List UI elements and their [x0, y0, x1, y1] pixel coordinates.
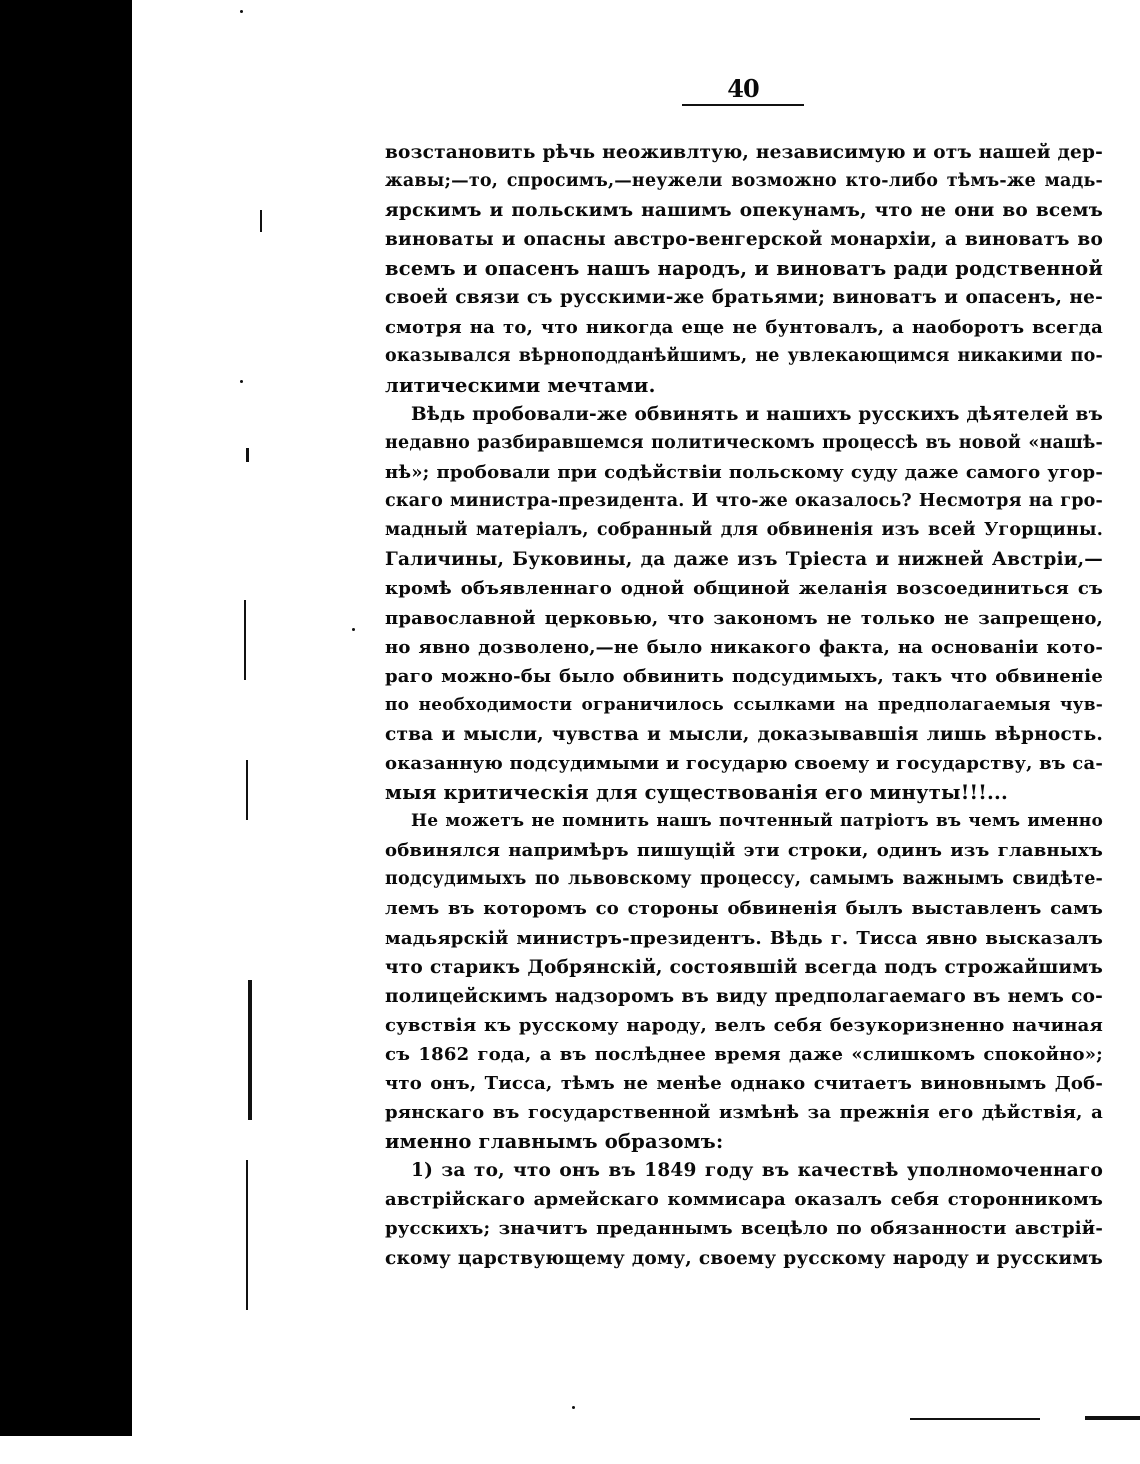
text-line: раго можно-бы было обвинить подсудимыхъ, такъ что обвиненіе	[385, 665, 1103, 687]
text-line: своей связи съ русскими-же братьями; виноватъ и опасенъ, не-	[385, 287, 1103, 309]
text-line: кромѣ объявленнаго одной общиной желанія возсоединиться съ	[385, 578, 1103, 600]
text-line: жавы;—то, спросимъ,—неужели возможно кто-либо тѣмъ-же мадь-	[385, 171, 1103, 192]
text-line: скаго министра-президента. И что-же оказалось? Несмотря на гро-	[385, 491, 1103, 512]
text-line: мадьярскій министръ-президентъ. Вѣдь г. Тисса явно высказалъ	[385, 927, 1103, 949]
text-line: мадный матеріалъ, собранный для обвиненія изъ всей Угорщины.	[385, 520, 1103, 541]
text-line: православной церковью, что закономъ не только не запрещено,	[385, 607, 1103, 629]
text-line: австрійскаго армейскаго коммисара оказалъ себя сторонникомъ	[385, 1189, 1103, 1211]
text-line: литическими мечтами.	[385, 373, 656, 397]
text-line: ства и мысли, чувства и мысли, доказывавшія лишь вѣрность.	[385, 723, 1103, 745]
body-text	[385, 138, 1103, 1273]
scan-dark-margin	[0, 0, 132, 1436]
speck	[572, 1406, 575, 1409]
gutter-mark	[246, 448, 249, 462]
text-line: оказанную подсудимыми и государю своему и государству, въ са-	[385, 752, 1103, 774]
text-line: виноваты и опасны австро-венгерской монархіи, а виноватъ во	[385, 229, 1103, 251]
text-line: Галичины, Буковины, да даже изъ Тріеста и нижней Австріи,—	[385, 549, 1103, 571]
text-line: мыя критическія для существованія его минуты!!!...	[385, 781, 1009, 805]
text-line: оказывался вѣрноподданѣйшимъ, не увлекающимся никакими по-	[385, 345, 1103, 366]
text-line: Не можетъ не помнить нашъ почтенный патріотъ въ чемъ именно	[411, 811, 1103, 832]
text-line: 1) за то, что онъ въ 1849 году въ качествѣ уполномоченнаго	[411, 1160, 1103, 1182]
text-line: сувствія къ русскому народу, велъ себя безукоризненно начиная	[385, 1014, 1103, 1036]
text-line: недавно разбиравшемся политическомъ процессѣ въ новой «нашѣ-	[385, 432, 1103, 453]
text-line: лемъ въ которомъ со стороны обвиненія былъ выставленъ самъ	[385, 898, 1103, 920]
text-line: подсудимыхъ по львовскому процессу, самымъ важнымъ свидѣте-	[385, 869, 1103, 890]
text-line: Вѣдь пробовали-же обвинять и нашихъ русскихъ дѣятелей въ	[411, 403, 1103, 425]
text-line: съ 1862 года, а въ послѣднее время даже «слишкомъ спокойно»;	[385, 1043, 1103, 1065]
gutter-mark	[246, 1160, 248, 1310]
text-line: по необходимости ограничилось ссылками на предполагаемыя чув-	[385, 694, 1103, 715]
text-line: скому царствующему дому, своему русскому народу и русскимъ	[385, 1247, 1103, 1269]
gutter-mark	[260, 210, 262, 232]
page-number: 40	[727, 74, 759, 103]
text-line: возстановить рѣчь неоживлтую, независимую и отъ нашей дер-	[385, 142, 1103, 163]
bottom-rule	[910, 1418, 1040, 1420]
text-line: ярскимъ и польскимъ нашимъ опекунамъ, что не они во всемъ	[385, 200, 1103, 222]
text-line: именно главнымъ образомъ:	[385, 1130, 724, 1154]
text-line: смотря на то, что никогда еще не бунтовалъ, а наоборотъ всегда	[385, 316, 1103, 338]
bottom-rule	[1085, 1416, 1140, 1420]
speck	[240, 10, 243, 13]
gutter-mark	[244, 600, 246, 680]
speck	[240, 380, 243, 383]
text-line: полицейскимъ надзоромъ въ виду предполагаемаго въ немъ со-	[385, 985, 1103, 1007]
text-line: что онъ, Тисса, тѣмъ не менѣе однако считаетъ виновнымъ Доб-	[385, 1073, 1103, 1094]
text-line: но явно дозволено,—не было никакого факта, на основаніи кото-	[385, 636, 1103, 658]
text-line: что старикъ Добрянскій, состоявшій всегда подъ строжайшимъ	[385, 956, 1103, 978]
text-line: русскихъ; значитъ преданнымъ всецѣло по обязанности австрій-	[385, 1218, 1103, 1240]
text-line: обвинялся напримѣръ пишущій эти строки, одинъ изъ главныхъ	[385, 840, 1103, 862]
text-line: всемъ и опасенъ нашъ народъ, и виноватъ ради родственной	[385, 257, 1103, 281]
page-number-rule	[682, 104, 804, 106]
text-line: рянскаго въ государственной измѣнѣ за прежнія его дѣйствія, а	[385, 1102, 1103, 1124]
text-line: нѣ»; пробовали при содѣйствіи польскому суду даже самого угор-	[385, 462, 1103, 484]
gutter-mark	[248, 980, 252, 1120]
gutter-mark	[246, 760, 248, 820]
speck	[352, 628, 355, 631]
